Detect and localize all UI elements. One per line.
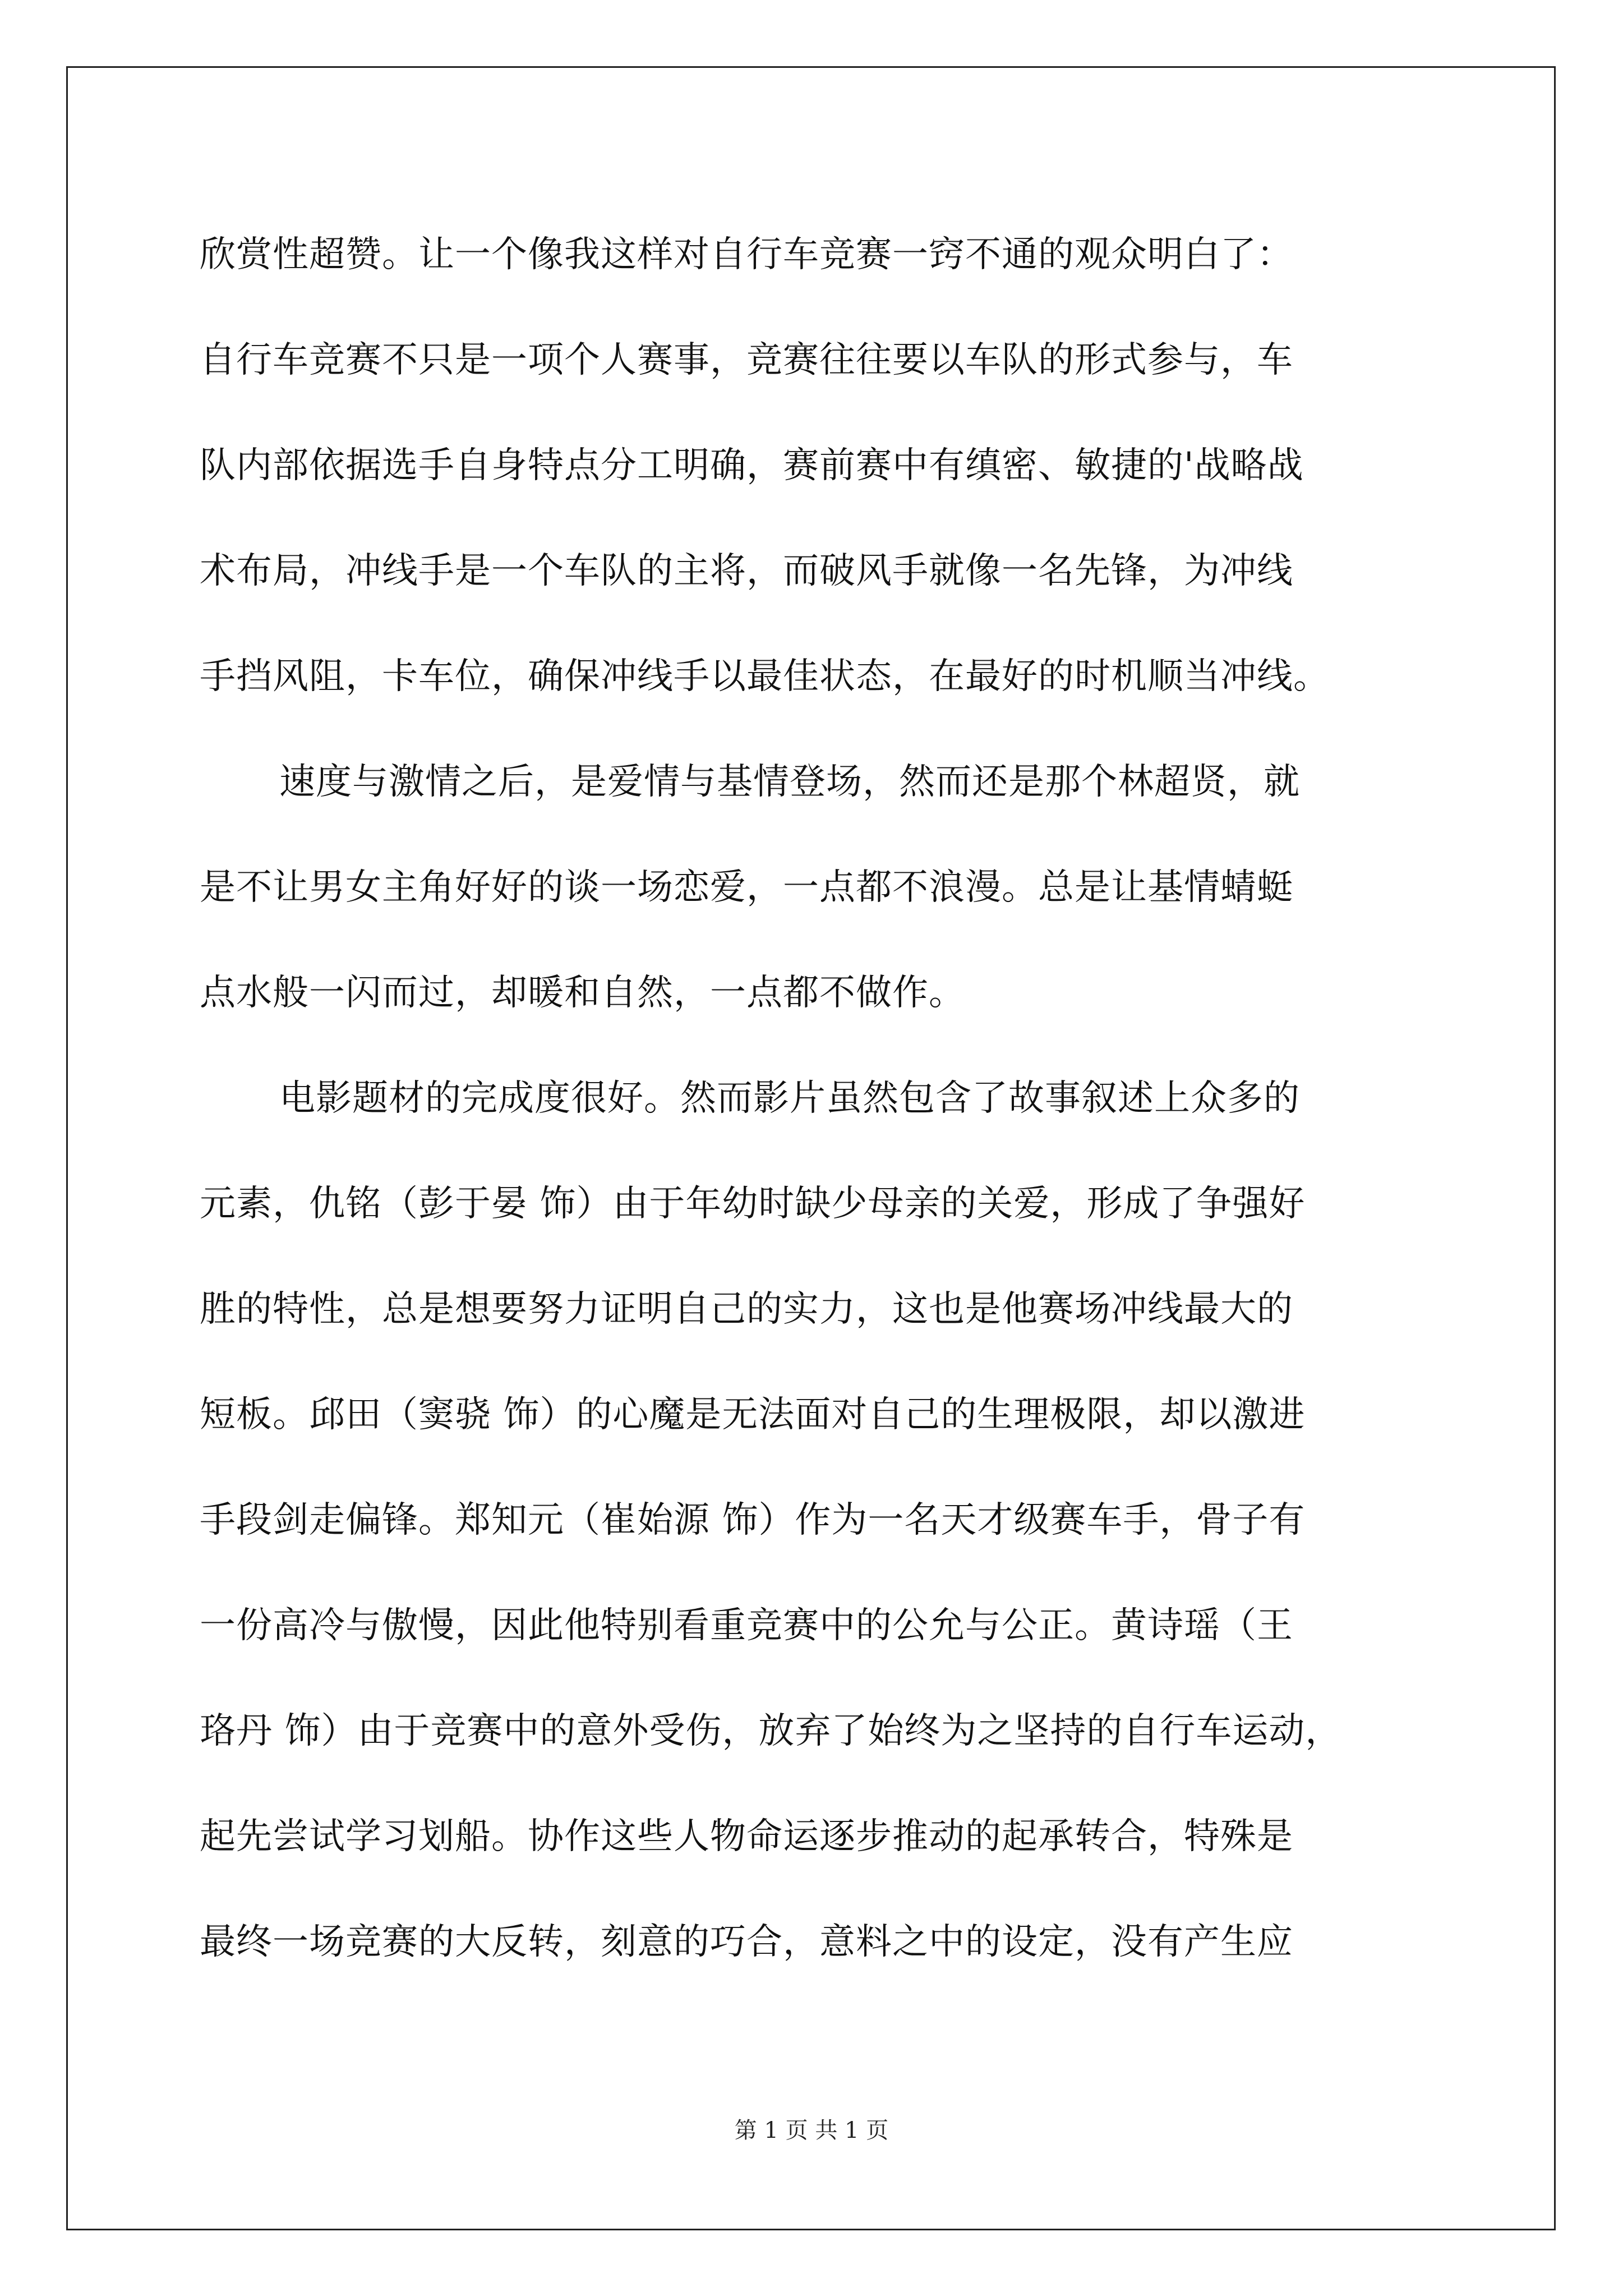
paragraph-start-line: 速度与激情之后，是爱情与基情登场，然而还是那个林超贤，就 — [279, 761, 1300, 803]
text-line: 队内部依据选手自身特点分工明确，赛前赛中有缜密、敏捷的'战略战 — [200, 445, 1304, 486]
text-line: 起先尝试学习划船。协作这些人物命运逐步推动的起承转合，特殊是 — [200, 1816, 1293, 1857]
text-line: 珞丹 饰）由于竞赛中的意外受伤，放弃了始终为之坚持的自行车运动， — [200, 1710, 1342, 1752]
text-line: 点水般一闪而过，却暖和自然，一点都不做作。 — [200, 972, 965, 1014]
text-line: 欣赏性超赞。让一个像我这样对自行车竞赛一窍不通的观众明白了： — [200, 234, 1293, 275]
document-body — [200, 202, 1428, 1995]
text-line: 元素，仇铭（彭于晏 饰）由于年幼时缺少母亲的关爱，形成了争强好 — [200, 1183, 1306, 1225]
text-line: 最终一场竞赛的大反转，刻意的巧合，意料之中的设定，没有产生应 — [200, 1921, 1293, 1963]
text-line: 自行车竞赛不只是一项个人赛事，竞赛往往要以车队的形式参与，车 — [200, 339, 1293, 381]
text-line: 手段剑走偏锋。郑知元（崔始源 饰）作为一名天才级赛车手，骨子有 — [200, 1499, 1306, 1541]
text-line: 手挡风阻，卡车位，确保冲线手以最佳状态，在最好的时机顺当冲线。 — [200, 656, 1330, 697]
text-line: 是不让男女主角好好的谈一场恋爱，一点都不浪漫。总是让基情蜻蜓 — [200, 867, 1293, 908]
text-line: 胜的特性，总是想要努力证明自己的实力，这也是他赛场冲线最大的 — [200, 1289, 1293, 1330]
page-number-footer: 第 1 页 共 1 页 — [734, 2118, 889, 2143]
paragraph-start-line: 电影题材的完成度很好。然而影片虽然包含了故事叙述上众多的 — [279, 1078, 1300, 1119]
text-line: 一份高冷与傲慢，因此他特别看重竞赛中的公允与公正。黄诗瑶（王 — [200, 1605, 1293, 1646]
text-line: 术布局，冲线手是一个车队的主将，而破风手就像一名先锋，为冲线 — [200, 550, 1293, 592]
text-line: 短板。邱田（窦骁 饰）的心魔是无法面对自己的生理极限，却以激进 — [200, 1394, 1306, 1435]
